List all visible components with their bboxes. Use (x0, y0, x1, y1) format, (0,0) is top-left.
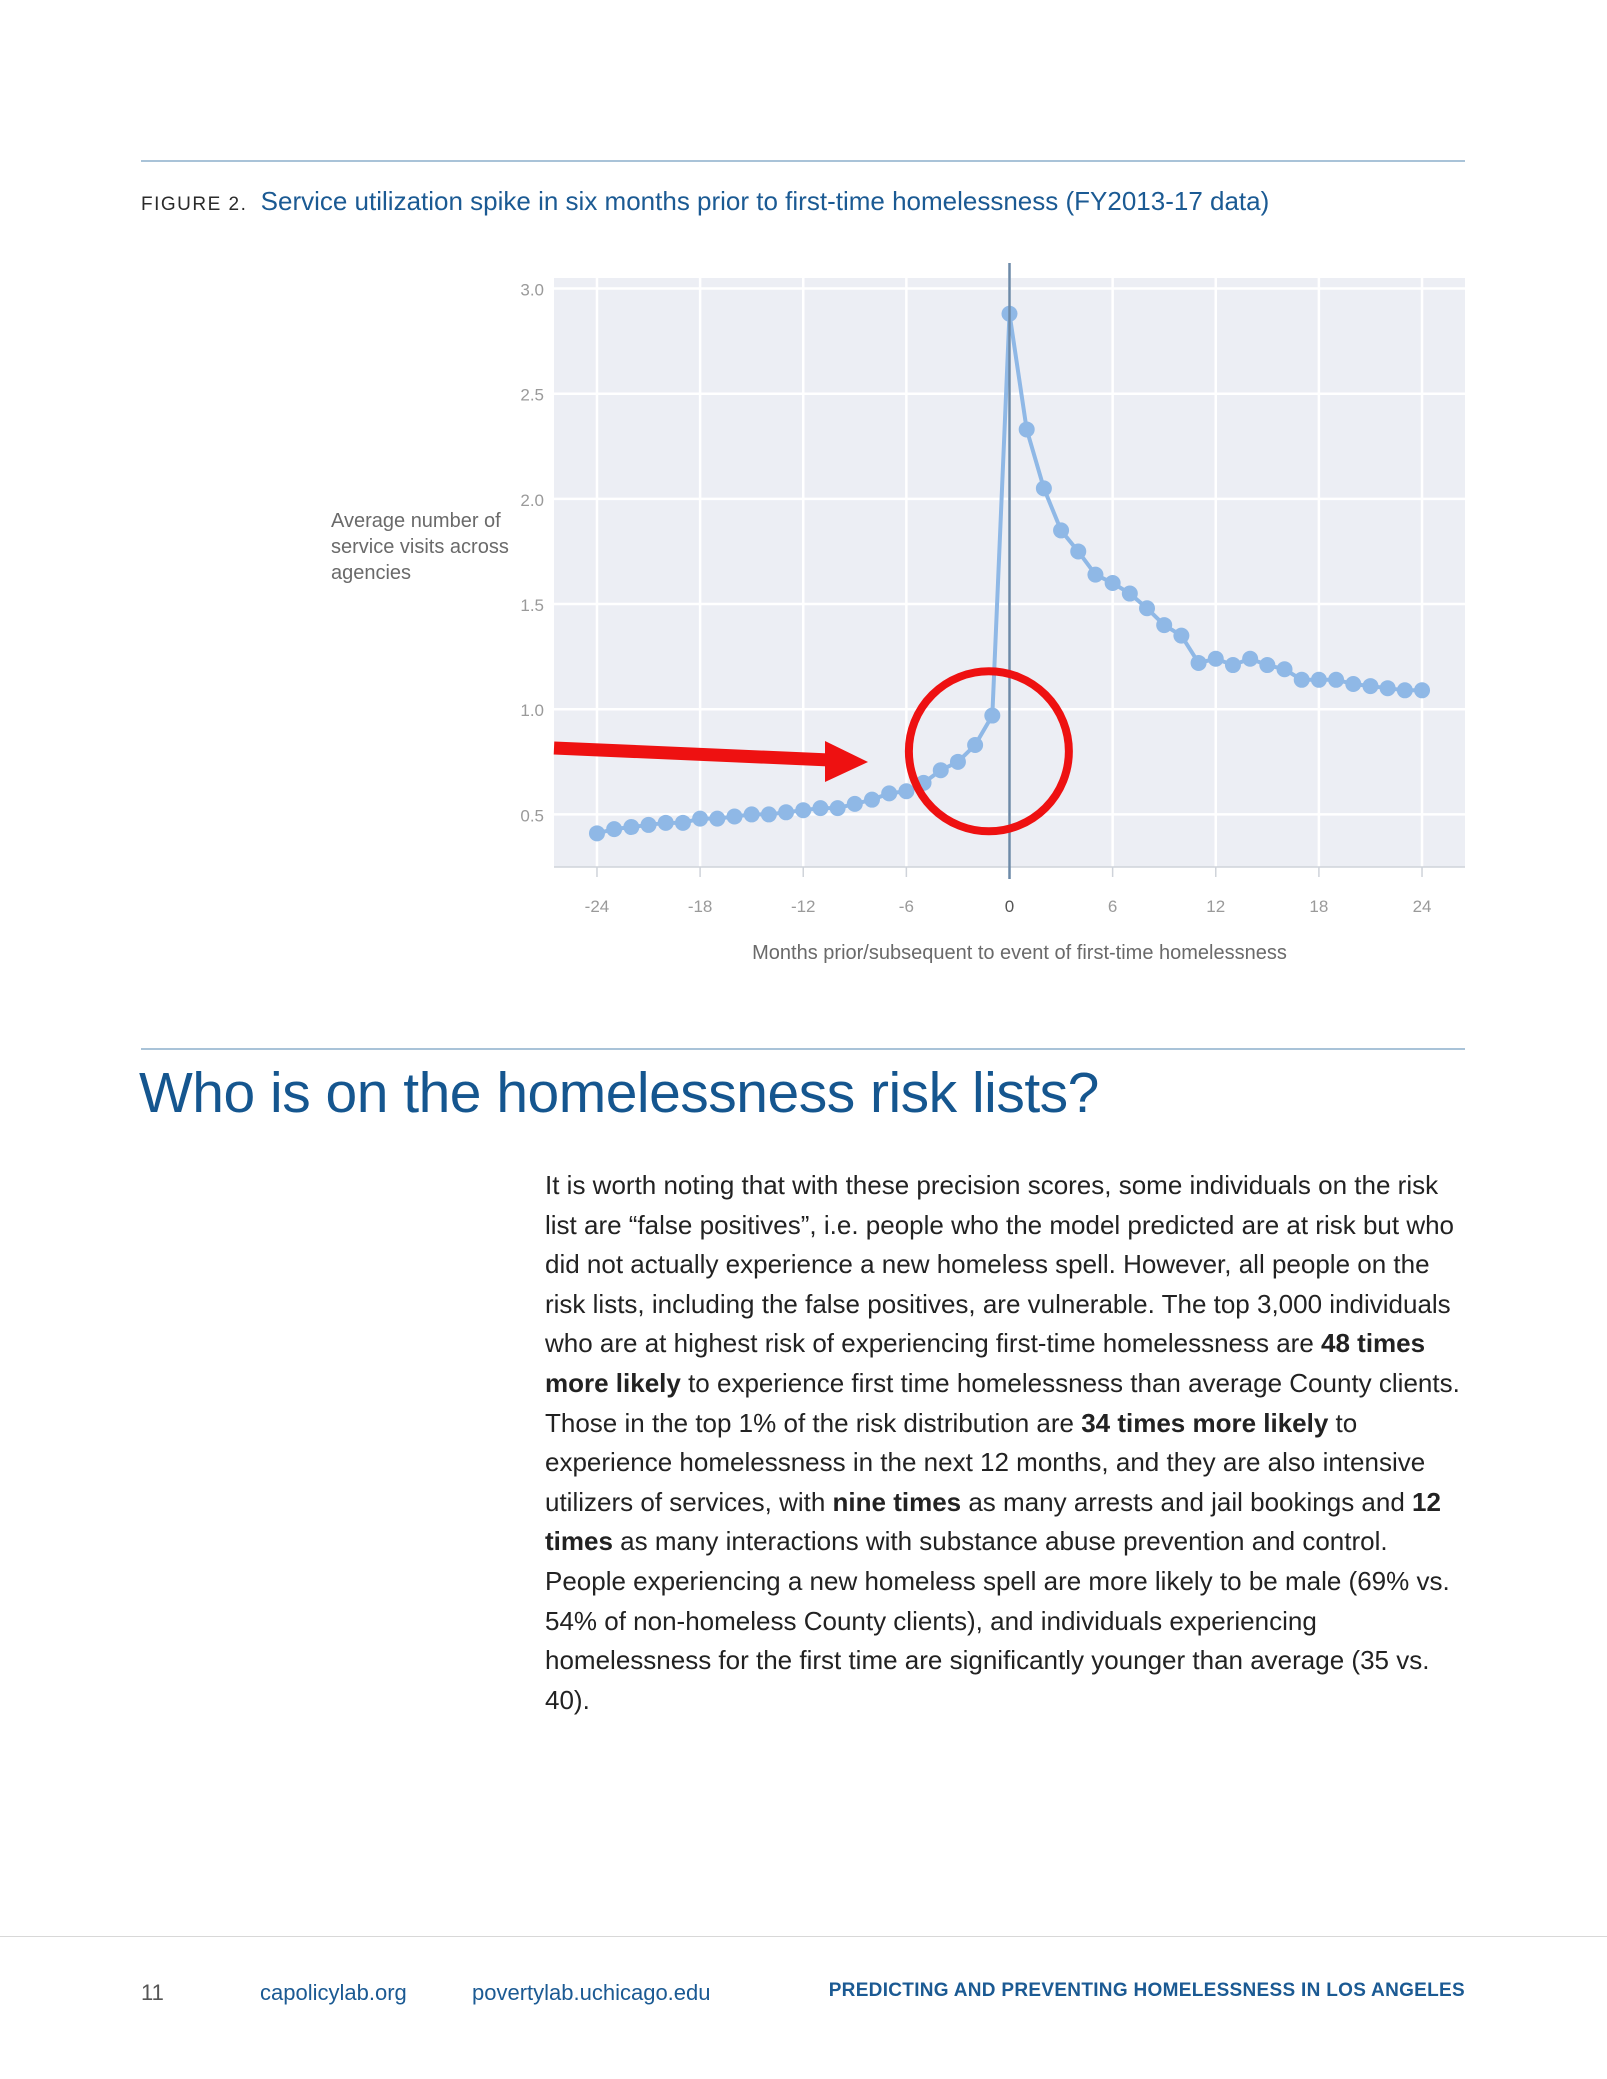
body-bold-1: 48 times more likely (545, 1328, 1426, 1398)
figure-title: Service utilization spike in six months prior to first-time homelessness (FY2013-17 data) (260, 186, 1270, 216)
line-chart (310, 250, 1480, 970)
data-point (1328, 672, 1344, 688)
data-point (1019, 421, 1035, 437)
chart-y-axis-label: Average number of service visits across agencies (331, 510, 509, 584)
data-point (881, 785, 897, 801)
top-rule (141, 160, 1465, 162)
x-tick-label: -12 (790, 897, 816, 916)
body-text-4: as many arrests and jail bookings and (961, 1486, 1413, 1517)
section-rule (141, 1048, 1465, 1050)
section-title: Who is on the homelessness risk lists? (139, 1061, 1099, 1125)
body-text-2: to experience first time homelessness than average County clients. Those in the top 1% of the risk distribution are (545, 1367, 1460, 1438)
footer-link-capolicylab[interactable]: capolicylab.org (260, 1980, 407, 2005)
x-tick-label: -6 (898, 897, 914, 916)
data-point (1414, 682, 1430, 698)
body-bold-4: 12 times (545, 1486, 1441, 1557)
y-tick-label: 2.0 (520, 490, 544, 510)
data-point (658, 815, 674, 831)
data-point (709, 811, 725, 827)
data-point (1122, 586, 1138, 602)
body-text-5: as many interactions with substance abuse prevention and control. People experiencing a new homeless spell are more likely to be male (69% vs. 54% of non-homeless County clients), and individuals experiencing homelessness for the first time are significantly younger than average (35 vs. 40). (545, 1526, 1450, 1715)
data-point (623, 819, 639, 835)
data-point (1380, 680, 1396, 696)
data-point (744, 806, 760, 822)
data-point (1208, 651, 1224, 667)
data-point (1277, 661, 1293, 677)
data-point (1259, 657, 1275, 673)
data-point (641, 817, 657, 833)
data-point (1362, 678, 1378, 694)
y-tick-label: 3.0 (520, 280, 544, 300)
data-point (812, 800, 828, 816)
data-point (1053, 522, 1069, 538)
figure-label: FIGURE 2. (141, 194, 248, 215)
footer-rule (0, 1936, 1607, 1937)
data-point (589, 825, 605, 841)
data-point (1173, 628, 1189, 644)
data-point (1225, 657, 1241, 673)
data-point (1036, 480, 1052, 496)
y-tick-label: 0.5 (520, 806, 544, 826)
data-point (1105, 575, 1121, 591)
x-tick-label: 0 (1004, 897, 1015, 916)
data-point (1139, 600, 1155, 616)
data-point (933, 762, 949, 778)
data-point (1242, 651, 1258, 667)
data-point (967, 737, 983, 753)
figure-caption (141, 186, 1269, 217)
data-point (1294, 672, 1310, 688)
y-tick-label: 2.5 (520, 385, 544, 405)
chart-container (310, 250, 1480, 970)
page-number: 11 (141, 1980, 164, 2005)
data-point (778, 804, 794, 820)
y-tick-label: 1.5 (520, 596, 544, 616)
data-point (1070, 543, 1086, 559)
x-tick-label: -24 (584, 897, 610, 916)
data-point (984, 708, 1000, 724)
body-text-3: to experience homelessness in the next 12 months, and they are also intensive utilizers of services, with (545, 1407, 1426, 1517)
data-point (864, 792, 880, 808)
data-point (898, 783, 914, 799)
y-tick-label: 1.0 (520, 701, 544, 721)
data-point (606, 821, 622, 837)
data-point (1311, 672, 1327, 688)
data-point (726, 809, 742, 825)
data-point (1397, 682, 1413, 698)
data-point (847, 796, 863, 812)
x-tick-label: -18 (687, 897, 713, 916)
data-point (1087, 567, 1103, 583)
x-tick-label: 6 (1107, 897, 1118, 916)
data-point (675, 815, 691, 831)
body-paragraph (545, 1166, 1475, 1720)
data-point (692, 811, 708, 827)
body-bold-3: nine times (832, 1486, 962, 1517)
x-tick-label: 24 (1412, 897, 1432, 916)
x-tick-label: 18 (1309, 897, 1329, 916)
data-point (1156, 617, 1172, 633)
body-text-1: It is worth noting that with these precision scores, some individuals on the risk list are “false positives”, i.e. people who the model predicted are at risk but who did not actually experience a new homeless spell. However, all people on the risk lists, including the false positives, are vulnerable. The top 3,000 individuals who are at highest risk of experiencing first-time homelessness are (545, 1170, 1455, 1359)
footer-link-povertylab[interactable]: povertylab.uchicago.edu (472, 1980, 711, 2005)
data-point (950, 754, 966, 770)
data-point (1191, 655, 1207, 671)
body-bold-2: 34 times more likely (1081, 1407, 1329, 1438)
data-point (761, 806, 777, 822)
data-point (1345, 676, 1361, 692)
data-point (830, 800, 846, 816)
data-point (795, 802, 811, 818)
x-tick-label: 12 (1206, 897, 1226, 916)
footer-report-title: PREDICTING AND PREVENTING HOMELESSNESS IN LOS ANGELES (828, 1980, 1465, 2001)
chart-x-axis-label: Months prior/subsequent to event of first-time homelessness (752, 942, 1287, 964)
